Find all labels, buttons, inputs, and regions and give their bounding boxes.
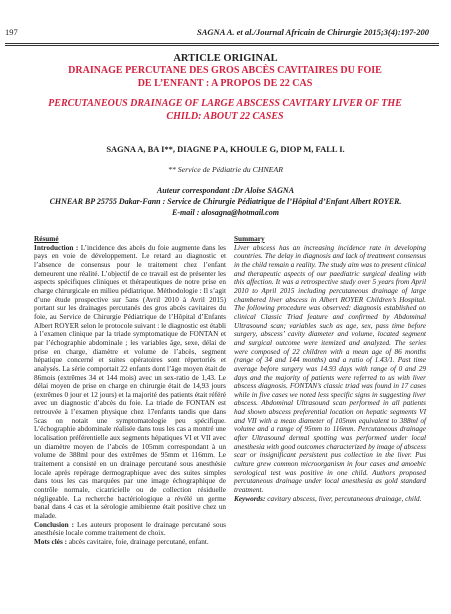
keywords-text-en: cavitary abscess, liver, percutaneous drainage, child. xyxy=(265,494,422,503)
conclusion-label: Conclusion : xyxy=(34,520,75,529)
summary-keywords xyxy=(234,495,426,504)
title-english-line2: CHILD: ABOUT 22 CASES xyxy=(166,110,284,122)
keywords-text-fr: abcès cavitaire, foie, drainage percutané, enfant. xyxy=(67,537,209,546)
header-rule xyxy=(5,43,439,44)
running-header xyxy=(5,27,439,39)
resume-conclusion xyxy=(34,521,226,538)
intro-label: Introduction : xyxy=(34,243,79,252)
article-type: ARTICLE ORIGINAL xyxy=(173,53,278,64)
corresponding-email[interactable]: E-mail : alosagna@hotmail.com xyxy=(172,208,279,217)
title-english xyxy=(25,98,425,123)
resume-heading: Résumé xyxy=(34,235,59,243)
title-english-line1: PERCUTANEOUS DRAINAGE OF LARGE ABSCESS CAVITARY LIVER OF THE xyxy=(48,98,402,109)
keywords-label-fr: Mots clés : xyxy=(34,537,68,546)
resume-keywords xyxy=(34,538,226,547)
corresponding-author: Auteur correspondant :Dr Aloïse SAGNA xyxy=(156,186,295,195)
resume-body xyxy=(34,244,226,521)
header-rule-double xyxy=(5,45,439,46)
intro-text: L’incidence des abcès du foie augmente dans les pays en voie de développement. Le retard au diagnostic et l’absence de consensus pour le traitement chez l’enfant demeurent une réalité. L’objectif de ce travail est de présenter les aspects spécifiques cliniques et thérapeutiques de notre prise en charge chirurgicale en milieu pédiatrique. Méthodologie : Il s’agit d’une étude prospective sur 5ans (Avril 2010 à Avril 2015) portant sur les drainages percutanés des gros abcès cavitaires du foie, au Service de Chirurgie Pédiatrique de l’Hôpital d’Enfants Albert ROYER selon le protocole suivant : le diagnostic est établi à l’examen clinique par la triade symptomatique de FONTAN et par l’échographie abdominale ; les variables âge, sexe, délai de prise en charge, diamètre et volume de l’abcès, segment hépatique concerné et suites opératoires sont répertoriés et analysés. La série comportait 22 enfants dont l’âge moyen était de 86mois (extrêmes 34 et 144 mois) avec un sex-ratio de 1,43. Le délai moyen de prise en charge en chirurgie était de 14,93 jours (extrêmes 0 jour et 12 jours) et la majorité des patients était référé avec un diagnostic d’abcès du foie. La triade de FONTAN est retrouvée à l’examen physique chez 17enfants tandis que dans 5cas on notait une symptomatologie peu spécifique. L’échographie abdominale réalisée dans tous les cas a montré une localisation préférentielle aux segments hépatiques VI et VII avec un diamètre moyen de l’abcès de 105mm correspondant à un volume de 388ml pour des extrêmes de 95mm et 116mm. Le traitement a consisté en un drainage percutané sous anesthésie locale après repérage dermographique avec des suites simples dans tous les cas marquées par une image échographique de contrôle normale, cicatricielle ou de collection résiduelle négligeable. La recherche bactériologique a révélé un germe banal dans 4 cas et la sérologie amibienne était positive chez un malade. xyxy=(34,243,227,520)
keywords-label-en: Keywords: xyxy=(234,494,266,503)
corresponding-address: CHNEAR BP 25755 Dakar-Fann : Service de Chirurgie Pédiatrique de l’Hôpital d’Enfant Albert ROYER. xyxy=(49,197,402,206)
title-french-line1: DRAINAGE PERCUTANE DES GROS ABCÈS CAVITAIRES DU FOIE xyxy=(68,65,382,76)
author-list: SAGNA A, BA I**, DIAGNE P A, KHOULE G, DIOP M, FALL I. xyxy=(106,144,345,154)
resume-column xyxy=(34,235,226,547)
conclusion-text: Les auteurs proposent le drainage percutané sous anesthésie locale comme traitement de choix. xyxy=(34,520,226,538)
summary-heading: Summary xyxy=(234,235,265,243)
summary-column xyxy=(234,235,426,503)
title-french xyxy=(35,64,415,90)
journal-citation: SAGNA A. et al./Journal Africain de Chirurgie 2015;3(4):197-200 xyxy=(197,27,429,37)
title-french-line2: DE L’ENFANT : A PROPOS DE 22 CAS xyxy=(137,78,313,89)
summary-body: Liver abscess has an increasing incidence rate in developing countries. The delay in diagnosis and lack of treatment consensus in the child remain a reality. The study aim was to present clinical and therapeutic aspects of our paediatric surgical dealing with this affection. It was a retrospective study over 5 years from April 2010 to April 2015 including percutaneous drainage of large chambered liver abscess in Albert ROYER Children’s Hospital. The following procedure was observed: diagnosis established on clinical Classic Triad feature and confirmed by Abdominal Ultrasound scan; variables such as age, sex, pass time before surgery, abscess’ cavity diameter and volume, located segment and surgical outcome were itemized and analyzed. The series were composed of 22 children with a mean age of 86 months (range of 34 and 144 months) and a ratio of 1.43/1. Past time average before surgery was 14.93 days with range of 0 and 29 days and the majority of patients were referred to us with liver abscess diagnosis. FONTAN’s classic triad was found in 17 cases while in five cases we noted less specific signs in suggesting liver abscess. Abdominal Ultrasound scan performed in all patients had shown abscess preferential location on hepatic segments VI and VII with a mean diameter of 105mm equivalent to 388ml of volume and a range of 95mm to 116mm. Percutaneous drainage after Ultrasound dermal spotting was performed under local anesthesia with good outcomes characterized by image of abscess scar or insignificant persistent pus collection in the liver. Pus culture grew common microorganism in four cases and amoebic serological test was positive in one child. Authors proposed percutaneous drainage under local anesthesia as gold standard treatment. xyxy=(234,243,426,495)
page-number: 197 xyxy=(5,27,18,37)
affiliation: ** Service de Pédiatrie du CHNEAR xyxy=(168,165,283,174)
